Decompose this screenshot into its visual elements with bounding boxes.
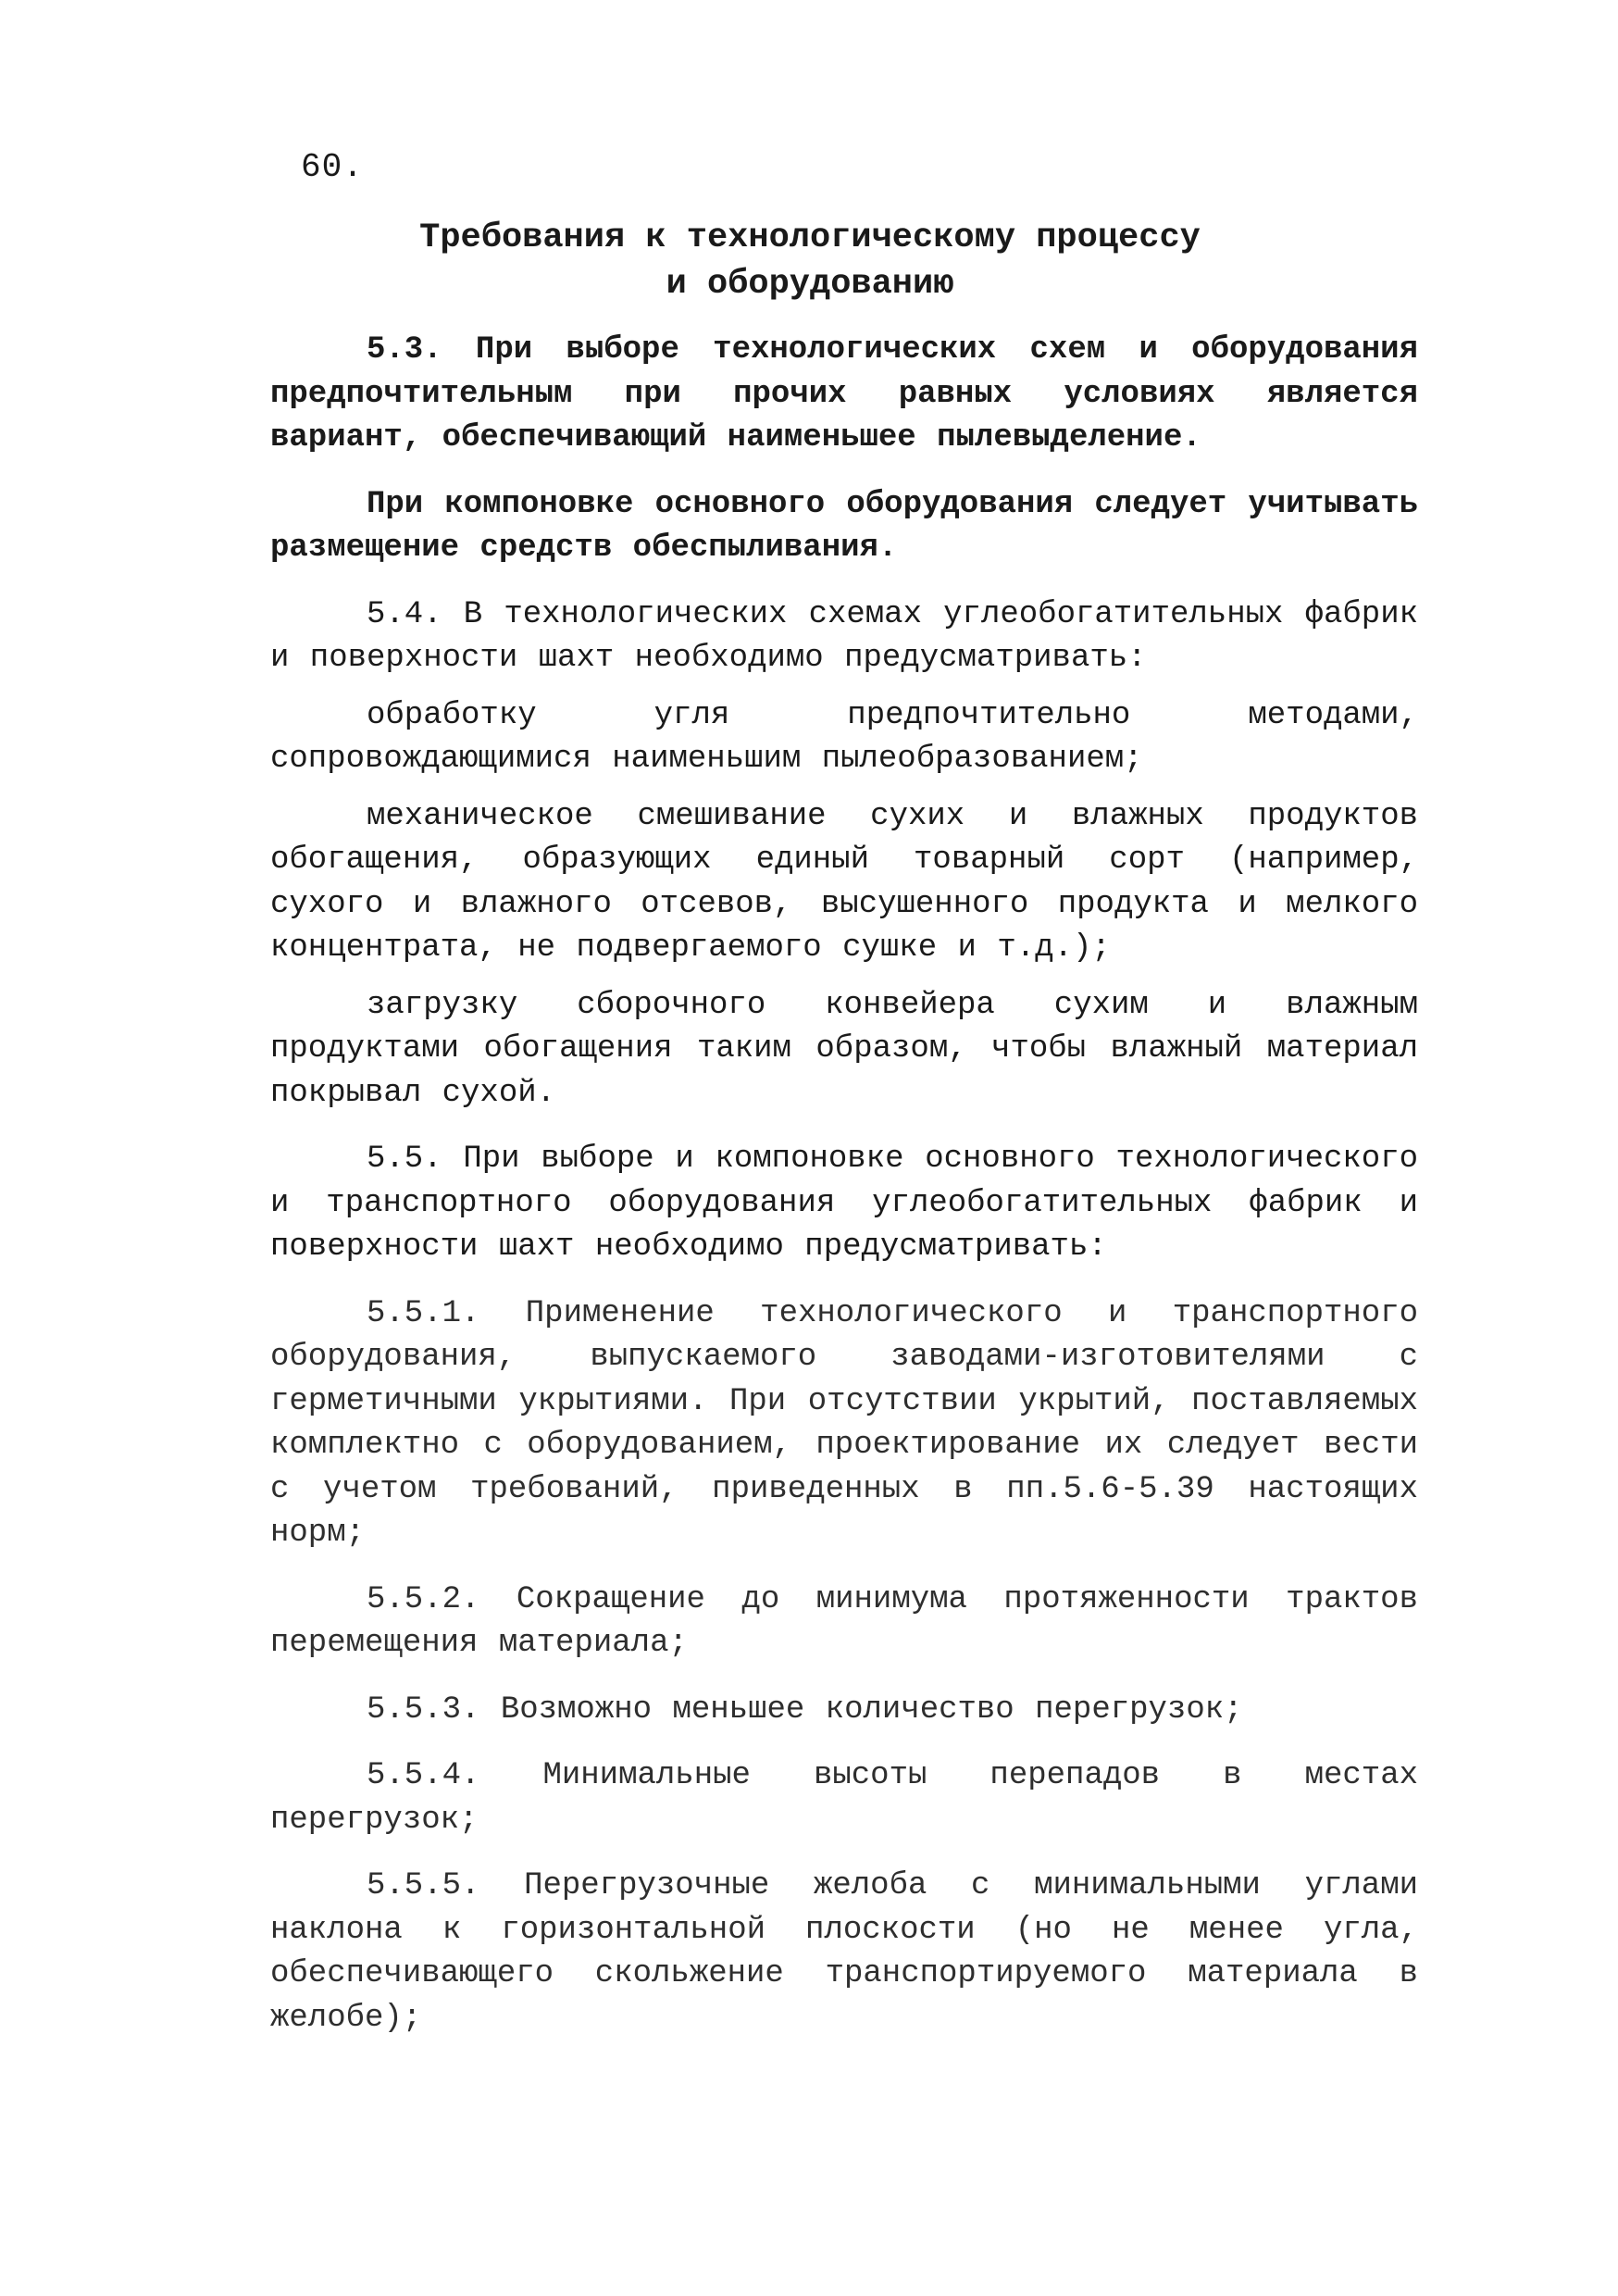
list-item-mechanical-mixing: механическое смешивание сухих и влажных продуктов обогащения, образующих единый товарный сорт (например, сухого и влажного отсевов, высушенного продукта и мелкого концентрата, не подвергаемого сушке и т.д.); — [270, 798, 1418, 966]
section-heading-line-1: Требования к технологическому процессу — [419, 218, 1201, 257]
paragraph-5-5-1: 5.5.1. Применение технологического и транспортного оборудования, выпускаемого заводами-изготовителями с герметичными укрытиями. При отсутствии укрытий, поставляемых комплектно с оборудованием, проектирование их следует вести с учетом требований, приведенных в пп.5.6-5.39 настоящих норм; — [270, 1295, 1418, 1551]
list-item-coal-processing: обработку угля предпочтительно методами, сопровождающимися наименьшим пылеобразованием; — [270, 697, 1418, 777]
paragraph-5-5-5: 5.5.5. Перегрузочные желоба с минимальными углами наклона к горизонтальной плоскости (но не менее угла, обеспечивающего скольжение транспортируемого материала в желобе); — [270, 1868, 1418, 2036]
paragraph-5-5-4: 5.5.4. Минимальные высоты перепадов в местах перегрузок; — [270, 1758, 1418, 1838]
paragraph-5-5-3: 5.5.3. Возможно меньшее количество перегрузок; — [367, 1691, 1243, 1728]
paragraph-layout-note: При компоновке основного оборудования следует учитывать размещение средств обеспыливания. — [270, 486, 1418, 566]
paragraph-5-5: 5.5. При выборе и компоновке основного технологического и транспортного оборудования углеобогатительных фабрик и поверхности шахт необходимо предусматривать: — [270, 1142, 1418, 1265]
section-heading — [278, 215, 1342, 307]
list-item-conveyor-loading: загрузку сборочного конвейера сухим и влажным продуктами обогащения таким образом, чтобы влажный материал покрывал сухой. — [270, 987, 1418, 1111]
document-body — [270, 329, 1418, 2053]
paragraph-5-3: 5.3. При выборе технологических схем и оборудования предпочтительным при прочих равных условиях является вариант, обеспечивающий наименьшее пылевыделение. — [270, 332, 1418, 455]
paragraph-5-4: 5.4. В технологических схемах углеобогатительных фабрик и поверхности шахт необходимо предусматривать: — [270, 596, 1418, 676]
section-heading-line-2: и оборудованию — [666, 265, 954, 304]
paragraph-5-5-2: 5.5.2. Сокращение до минимума протяженности трактов перемещения материала; — [270, 1581, 1418, 1661]
page-number: 60. — [301, 148, 364, 186]
